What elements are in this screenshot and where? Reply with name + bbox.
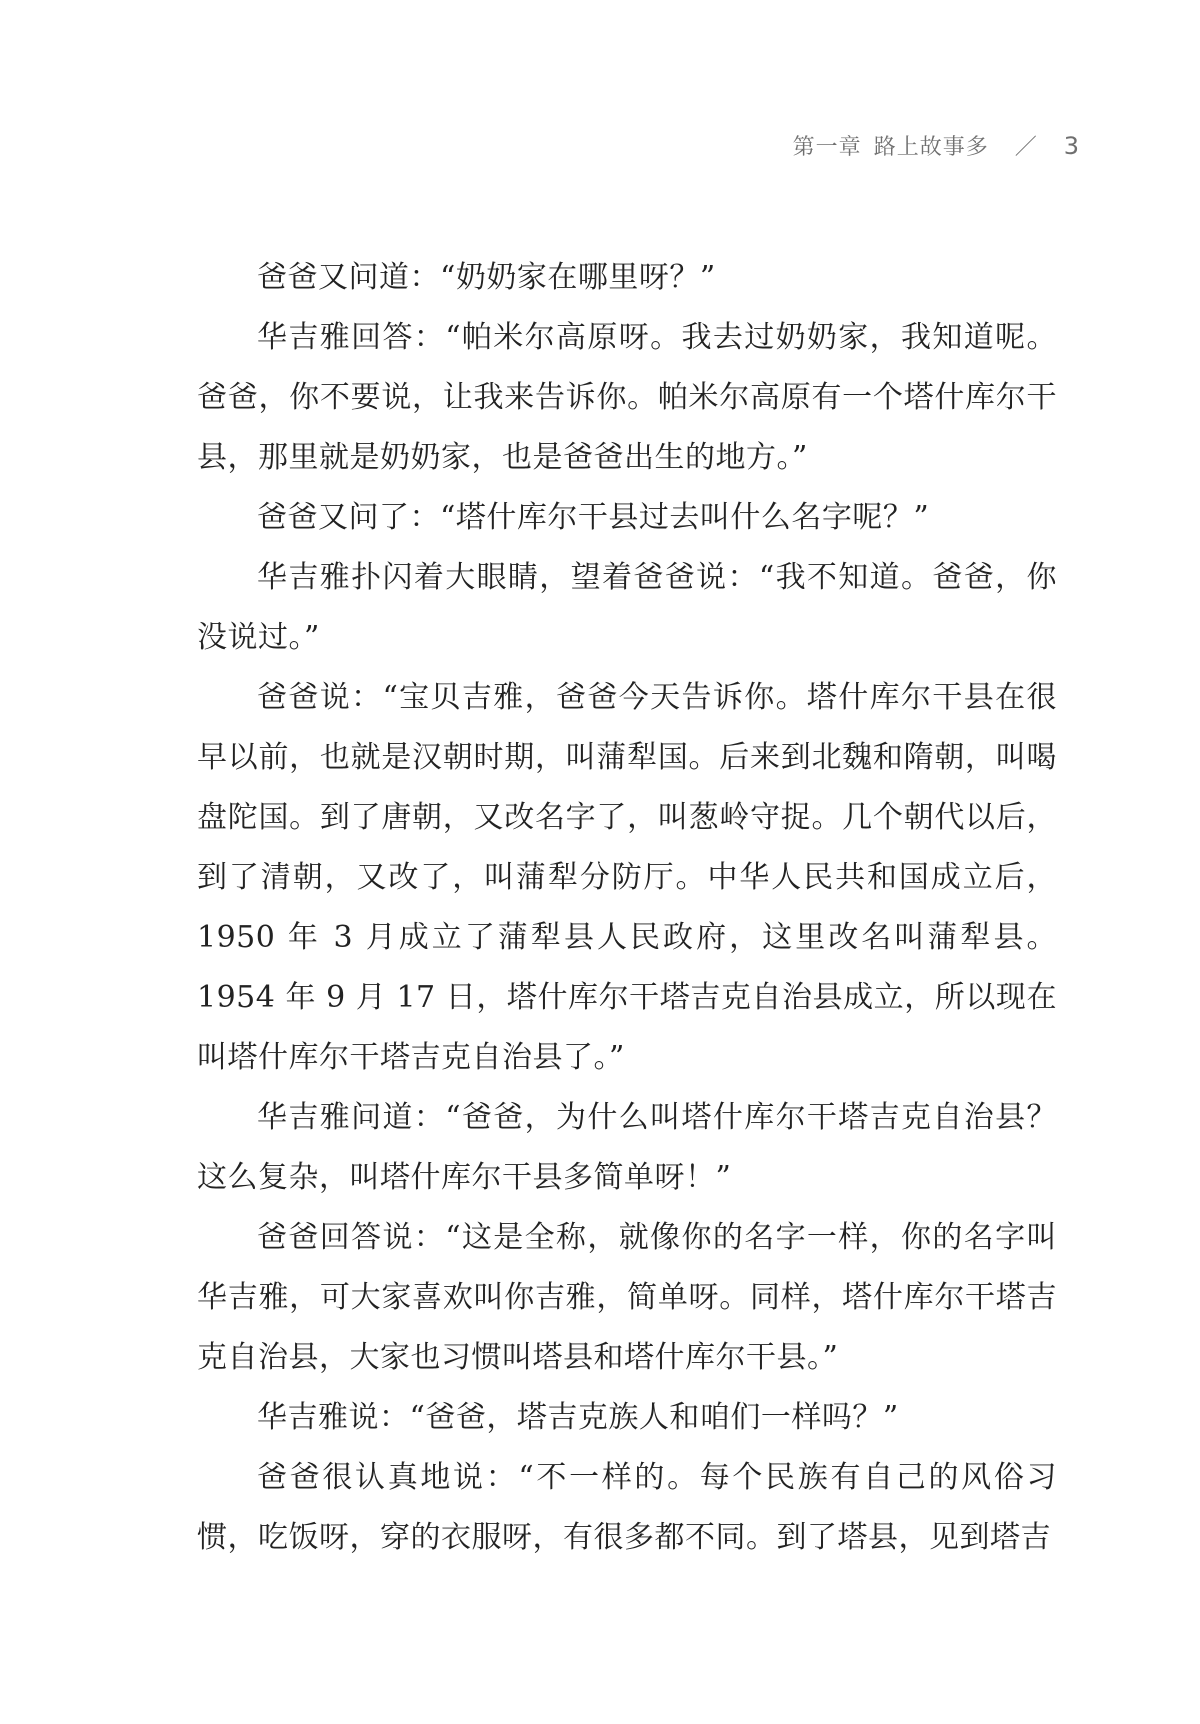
paragraph: 爸爸说：“宝贝吉雅，爸爸今天告诉你。塔什库尔干县在很早以前，也就是汉朝时期，叫蒲犁国。后来到北魏和隋朝，叫喝盘陀国。到了唐朝，又改名字了，叫葱岭守捉。几个朝代以后，到了清朝，又改了，叫蒲犁分防厅。中华人民共和国成立后，1950 年 3 月成立了蒲犁县人民政府，这里改名叫蒲犁县。1954 年 9 月 17 日，塔什库尔干塔吉克自治县成立，所以现在叫塔什库尔干塔吉克自治县了。” (197, 680, 1057, 1075)
body-text (197, 248, 1057, 1568)
paragraph: 爸爸又问了：“塔什库尔干县过去叫什么名字呢？” (257, 500, 930, 535)
page-number: 3 (1063, 131, 1080, 160)
paragraph: 华吉雅问道：“爸爸，为什么叫塔什库尔干塔吉克自治县？这么复杂，叫塔什库尔干县多简单呀！” (197, 1100, 1057, 1195)
paragraph: 爸爸回答说：“这是全称，就像你的名字一样，你的名字叫华吉雅，可大家喜欢叫你吉雅，简单呀。同样，塔什库尔干塔吉克自治县，大家也习惯叫塔县和塔什库尔干县。” (197, 1220, 1057, 1375)
chapter-title: 路上故事多 (873, 135, 989, 160)
paragraph: 爸爸很认真地说：“不一样的。每个民族有自己的风俗习惯，吃饭呀，穿的衣服呀，有很多都不同。到了塔县，见到塔吉 (197, 1460, 1057, 1555)
paragraph: 华吉雅扑闪着大眼睛，望着爸爸说：“我不知道。爸爸，你没说过。” (197, 560, 1057, 655)
paragraph: 爸爸又问道：“奶奶家在哪里呀？” (257, 260, 716, 295)
paragraph: 华吉雅回答：“帕米尔高原呀。我去过奶奶家，我知道呢。爸爸，你不要说，让我来告诉你。帕米尔高原有一个塔什库尔干县，那里就是奶奶家，也是爸爸出生的地方。” (197, 320, 1057, 475)
header-separator: ／ (1014, 135, 1038, 160)
running-header (793, 130, 1080, 161)
chapter-label: 第一章 (792, 135, 862, 160)
paragraph: 华吉雅说：“爸爸，塔吉克族人和咱们一样吗？” (257, 1400, 899, 1435)
